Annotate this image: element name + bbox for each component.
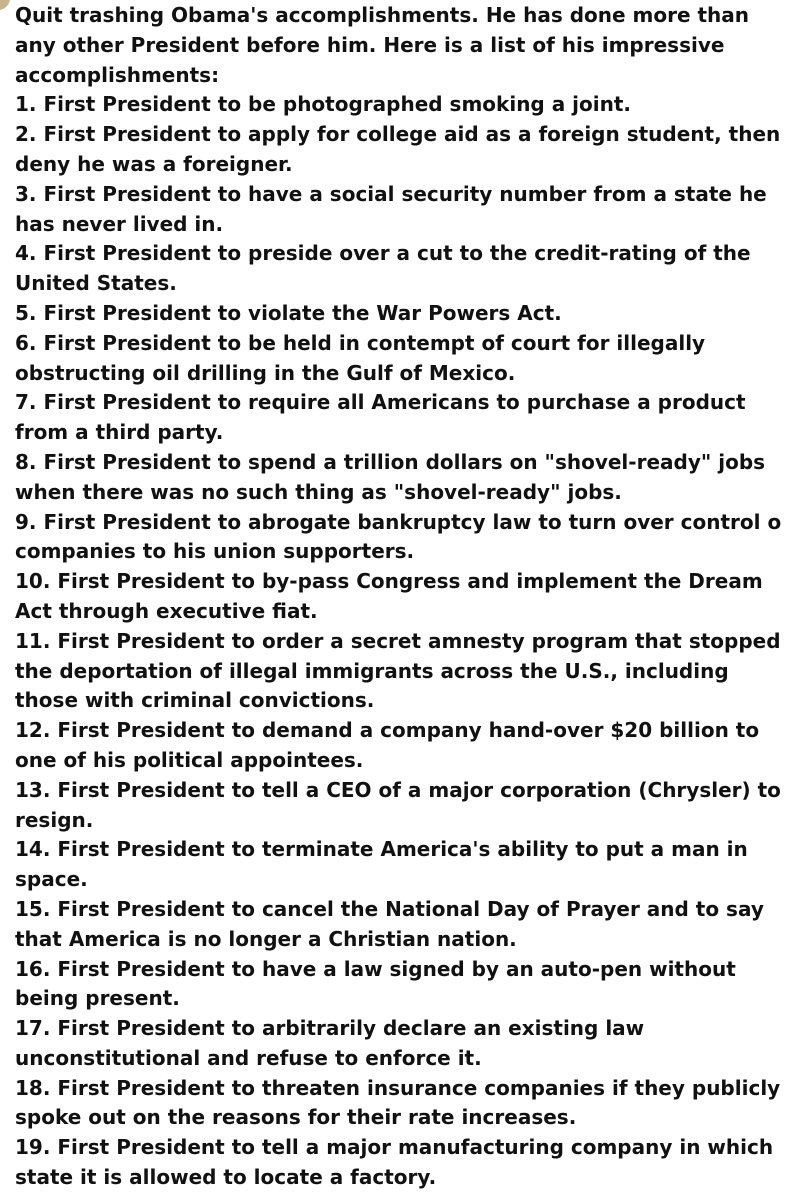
post-line: 13. First President to tell a CEO of a major corporation (Chrysler) to bbox=[15, 777, 781, 802]
post-line: 3. First President to have a social security number from a state he bbox=[15, 181, 767, 206]
post-line: from a third party. bbox=[15, 420, 224, 445]
post-line: accomplishments: bbox=[15, 62, 220, 87]
post-line: the deportation of illegal immigrants across the U.S., including bbox=[15, 658, 729, 683]
post-line: state it is allowed to locate a factory. bbox=[15, 1165, 437, 1190]
post-line: 19. First President to tell a major manufacturing company in which bbox=[15, 1135, 774, 1160]
post-line: 4. First President to preside over a cut to the credit-rating of the bbox=[15, 241, 751, 266]
post-line: United States. bbox=[15, 271, 177, 296]
post-line: one of his political appointees. bbox=[15, 747, 364, 772]
post-line: 8. First President to spend a trillion dollars on "shovel-ready" jobs bbox=[15, 449, 766, 474]
avatar bbox=[0, 0, 10, 10]
post-line: space. bbox=[15, 867, 88, 892]
post-line: deny he was a foreigner. bbox=[15, 151, 293, 176]
post-line: when there was no such thing as "shovel-ready" jobs. bbox=[15, 479, 622, 504]
post-text bbox=[15, 1, 794, 1193]
post-line: 6. First President to be held in contempt of court for illegally bbox=[15, 330, 706, 355]
post-line: 5. First President to violate the War Powers Act. bbox=[15, 300, 562, 325]
post-line: 18. First President to threaten insurance companies if they publicly bbox=[15, 1075, 781, 1100]
post-line: has never lived in. bbox=[15, 211, 224, 236]
post-line: unconstitutional and refuse to enforce it. bbox=[15, 1045, 482, 1070]
post-line: 10. First President to by-pass Congress and implement the Dream bbox=[15, 569, 763, 594]
post-line: obstructing oil drilling in the Gulf of Mexico. bbox=[15, 360, 516, 385]
post-line: 12. First President to demand a company hand-over $20 billion to bbox=[15, 718, 760, 743]
post-line: Quit trashing Obama's accomplishments. He has done more than bbox=[15, 3, 750, 27]
post-line: being present. bbox=[15, 986, 180, 1011]
post-line: 7. First President to require all Americans to purchase a product bbox=[15, 390, 746, 415]
post-line: Act through executive fiat. bbox=[15, 598, 318, 623]
post-line: any other President before him. Here is a list of his impressive bbox=[15, 32, 725, 57]
post-line: those with criminal convictions. bbox=[15, 688, 375, 713]
post-line: 16. First President to have a law signed by an auto-pen without bbox=[15, 956, 736, 981]
post-line: 1. First President to be photographed smoking a joint. bbox=[15, 92, 632, 117]
post-line: spoke out on the reasons for their rate increases. bbox=[15, 1105, 577, 1130]
post-line: 11. First President to order a secret amnesty program that stopped bbox=[15, 628, 781, 653]
post-line: resign. bbox=[15, 807, 94, 832]
post-line: that America is no longer a Christian nation. bbox=[15, 926, 517, 951]
post-line: 15. First President to cancel the National Day of Prayer and to say bbox=[15, 896, 764, 921]
post-line: 9. First President to abrogate bankruptcy law to turn over control o bbox=[15, 509, 782, 534]
post-line: 17. First President to arbitrarily declare an existing law bbox=[15, 1016, 645, 1041]
post-line: 2. First President to apply for college aid as a foreign student, then bbox=[15, 122, 781, 147]
post-line: 14. First President to terminate America's ability to put a man in bbox=[15, 837, 748, 862]
post-line: companies to his union supporters. bbox=[15, 539, 415, 564]
